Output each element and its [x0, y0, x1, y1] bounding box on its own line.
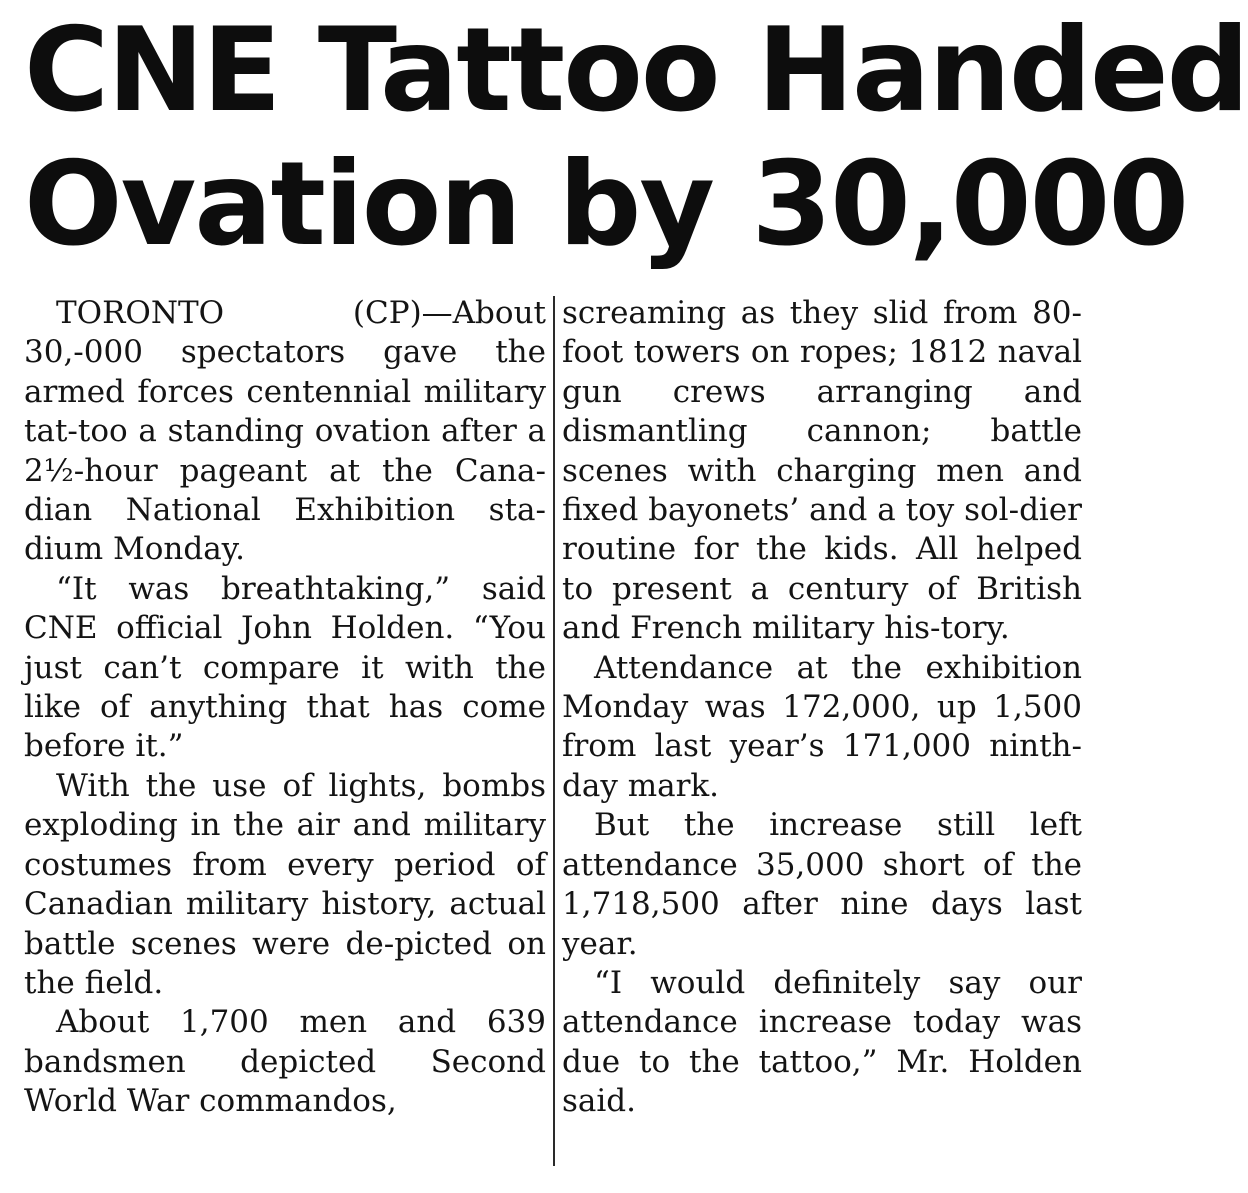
- headline-line-1: CNE Tattoo Handed: [24, 3, 1248, 138]
- column-divider: [553, 296, 555, 1166]
- paragraph-attendance: Attendance at the exhibition Monday was 172,000, up 1,500 from last year’s 171,000 ninth-day mark.: [562, 649, 1082, 804]
- paragraph-quote-holden: “It was breathtaking,” said CNE official John Holden. “You just can’t compare it with the like of anything that has come before it.”: [24, 570, 546, 765]
- paragraph-continuation: screaming as they slid from 80-foot towers on ropes; 1812 naval gun crews arranging and dismantling cannon; battle scenes with charging men and fixed bayonets’ and a toy sol-dier routine for the kids. All helped to present a century of British and French military his-tory.: [562, 295, 1082, 647]
- paragraph-effects: With the use of lights, bombs exploding in the air and military costumes from every period of Canadian military history, actual battle scenes were de-picted on the field.: [24, 767, 546, 1001]
- article-column-left: [24, 294, 546, 1122]
- article-column-right: [562, 294, 1082, 1122]
- headline-line-2: Ovation by 30,000: [24, 137, 1188, 272]
- paragraph-lead: TORONTO (CP)—About 30,-000 spectators gave the armed forces centennial military tat-too a standing ovation after a 2½-hour pageant at the Cana-dian National Exhibition sta-dium Monday.: [24, 295, 546, 568]
- paragraph-bandsmen: About 1,700 men and 639 bandsmen depicted Second World War commandos,: [24, 1004, 546, 1120]
- paragraph-closing-quote: “I would definitely say our attendance increase today was due to the tattoo,” Mr. Holden said.: [562, 964, 1082, 1120]
- headline: [24, 3, 1248, 272]
- paragraph-increase: But the increase still left attendance 35,000 short of the 1,718,500 after nine days last year.: [562, 807, 1082, 962]
